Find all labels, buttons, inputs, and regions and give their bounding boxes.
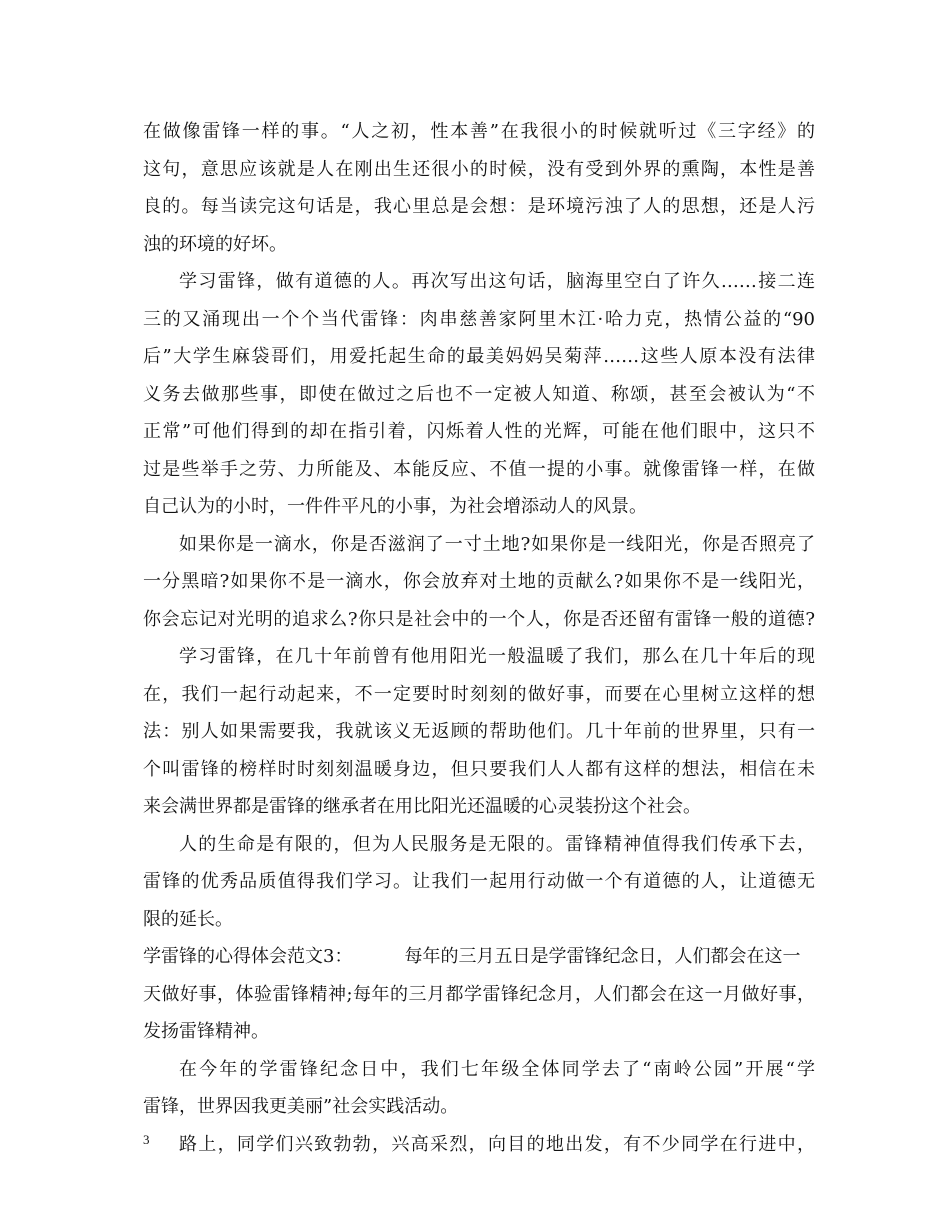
text-line: 后”大学生麻袋哥们，用爱托起生命的最美妈妈吴菊萍……这些人原本没有法律 xyxy=(143,346,815,367)
text-line: 在做像雷锋一样的事。“人之初，性本善”在我很小的时候就听过《三字经》的 xyxy=(143,121,815,142)
text-line: 正常”可他们得到的却在指引着，闪烁着人性的光辉，可能在他们眼中，这只不 xyxy=(143,421,815,442)
text-line: 这句，意思应该就是人在刚出生还很小的时候，没有受到外界的熏陶，本性是善 xyxy=(143,158,815,180)
text-line: 如果你是一滴水，你是否滋润了一寸土地?如果你是一线阳光，你是否照亮了 xyxy=(179,533,815,555)
text-line: 雷锋，世界因我更美丽”社会实践活动。 xyxy=(143,1096,459,1117)
text-line: 在今年的学雷锋纪念日中，我们七年级全体同学去了“南岭公园”开展“学 xyxy=(179,1058,815,1080)
text-line: 义务去做那些事，即使在做过之后也不一定被人知道、称颂，甚至会被认为“不 xyxy=(143,383,815,405)
text-line: 个叫雷锋的榜样时时刻刻温暖身边，但只要我们人人都有这样的想法，相信在未 xyxy=(143,758,815,780)
text-line: 在，我们一起行动起来，不一定要时时刻刻的做好事，而要在心里树立这样的想 xyxy=(143,683,815,705)
text-line: 来会满世界都是雷锋的继承者在用比阳光还温暖的心灵装扮这个社会。 xyxy=(143,796,701,817)
text-line: 学习雷锋，在几十年前曾有他用阳光一般温暖了我们，那么在几十年后的现 xyxy=(179,646,815,667)
text-line: 一分黑暗?如果你不是一滴水，你会放弃对土地的贡献么?如果你不是一线阳光， xyxy=(143,571,815,592)
text-line: 雷锋的优秀品质值得我们学习。让我们一起用行动做一个有道德的人，让道德无 xyxy=(143,871,815,892)
section-heading-continuation: 每年的三月五日是学雷锋纪念日，人们都会在这一 xyxy=(404,946,801,967)
text-line: 过是些举手之劳、力所能及、本能反应、不值一提的小事。就像雷锋一样，在做 xyxy=(143,458,815,480)
text-line: 自己认为的小时，一件件平凡的小事，为社会增添动人的风景。 xyxy=(143,496,647,517)
text-line: 你会忘记对光明的追求么?你只是社会中的一个人，你是否还留有雷锋一般的道德? xyxy=(143,608,815,630)
text-line: 学习雷锋，做有道德的人。再次写出这句话，脑海里空白了许久……接二连 xyxy=(179,271,815,292)
page-number: 3 xyxy=(143,1132,150,1147)
text-line: 天做好事，体验雷锋精神;每年的三月都学雷锋纪念月，人们都会在这一月做好事， xyxy=(143,983,815,1005)
text-line: 人的生命是有限的，但为人民服务是无限的。雷锋精神值得我们传承下去， xyxy=(179,833,815,855)
section-heading: 学雷锋的心得体会范文3： xyxy=(143,946,353,967)
text-line: 浊的环境的好坏。 xyxy=(143,233,287,255)
text-line: 发扬雷锋精神。 xyxy=(143,1021,269,1042)
text-line: 良的。每当读完这句话是，我心里总是会想：是环境污浊了人的思想，还是人污 xyxy=(143,196,815,217)
text-line: 三的又涌现出一个个当代雷锋：肉串慈善家阿里木江·哈力克，热情公益的“90 xyxy=(143,308,815,330)
text-line: 限的延长。 xyxy=(143,908,233,930)
text-line: 路上，同学们兴致勃勃，兴高采烈，向目的地出发，有不少同学在行进中， xyxy=(179,1133,815,1155)
document-body xyxy=(143,113,815,1163)
text-line: 法：别人如果需要我，我就该义无返顾的帮助他们。几十年前的世界里，只有一 xyxy=(143,721,815,742)
section-heading-line xyxy=(143,938,815,976)
